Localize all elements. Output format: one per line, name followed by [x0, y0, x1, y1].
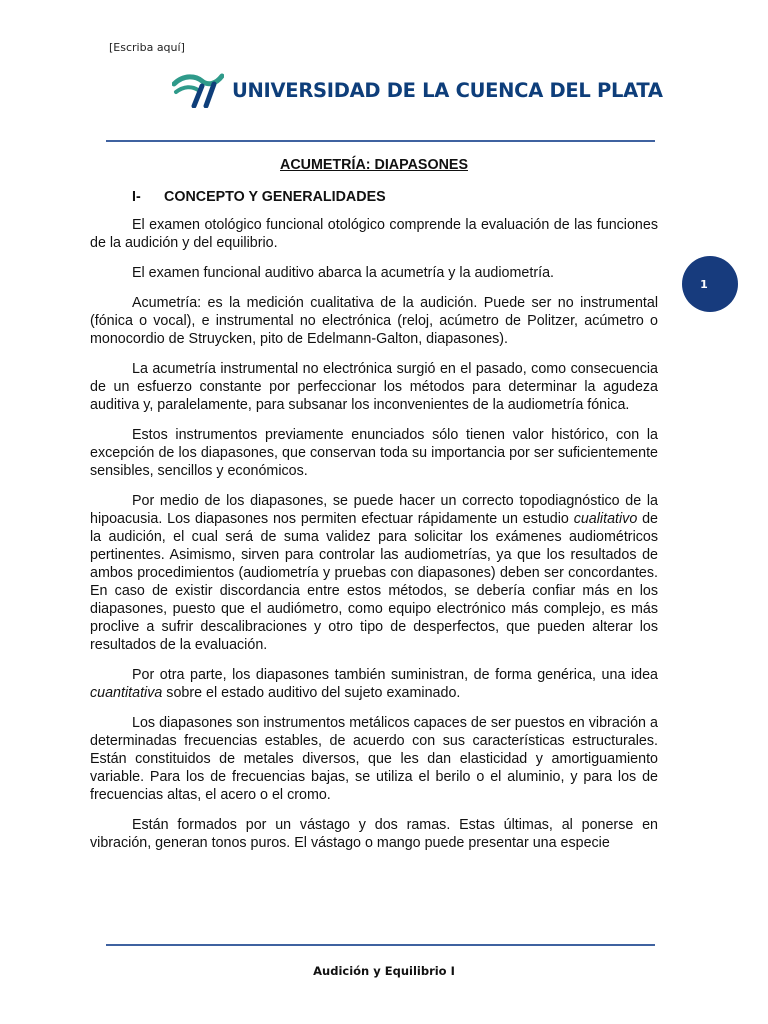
paragraph: Están formados por un vástago y dos ramas. Estas últimas, al ponerse en vibración, generan tonos puros. El vástago o mango puede presentar una especie — [90, 817, 658, 851]
paragraph — [90, 492, 658, 654]
paragraph: Acumetría: es la medición cualitativa de la audición. Puede ser no instrumental (fónica o vocal), e instrumental no electrónica (reloj, acúmetro de Politzer, acúmetro o monocordio de Struycken, pito de Edelmann-Galton, diapasones). — [90, 295, 658, 347]
document-title: ACUMETRÍA: DIAPASONES — [280, 157, 468, 173]
page-footer: Audición y Equilibrio I — [313, 964, 455, 978]
section-number: I- — [132, 189, 141, 205]
page-number-badge: 1 — [682, 256, 738, 312]
paragraph: El examen otológico funcional otológico comprende la evaluación de las funciones de la audición y del equilibrio. — [90, 217, 658, 251]
italic-term: cualitativo — [573, 511, 638, 527]
university-emblem-icon — [172, 72, 224, 108]
paragraph — [90, 666, 658, 702]
italic-term: cuantitativa — [90, 685, 163, 701]
university-logo — [172, 72, 663, 108]
paragraph-text: Por otra parte, los diapasones también suministran, de forma genérica, una idea — [132, 667, 658, 683]
paragraph: Los diapasones son instrumentos metálicos capaces de ser puestos en vibración a determinadas frecuencias estables, de acuerdo con sus características estructurales. Están constituidos de metales diversos, que les dan elasticidad y amortiguamiento variable. Para los de frecuencias bajas, se utiliza el berilo o el aluminio, y para los de frecuencias altas, el acero o el cromo. — [90, 715, 658, 803]
paragraph-text: sobre el estado auditivo del sujeto examinado. — [162, 685, 461, 701]
paragraph: La acumetría instrumental no electrónica surgió en el pasado, como consecuencia de un esfuerzo constante por perfeccionar los métodos para determinar la agudeza auditiva y, paralelamente, para subsanar los inconvenientes de la audiometría fónica. — [90, 361, 658, 413]
university-name: UNIVERSIDAD DE LA CUENCA DEL PLATA — [232, 78, 663, 102]
document-body — [90, 156, 658, 864]
header-divider — [106, 140, 655, 142]
header-placeholder: [Escriba aquí] — [109, 41, 185, 54]
paragraph-text: Por medio de los diapasones, se puede hacer un correcto topodiagnóstico de la hipoacusia. Los diapasones nos permiten efectuar rápidamente un estudio — [90, 493, 658, 527]
paragraph: El examen funcional auditivo abarca la acumetría y la audiometría. — [132, 265, 554, 281]
section-title: CONCEPTO Y GENERALIDADES — [164, 189, 386, 205]
paragraph: Estos instrumentos previamente enunciados sólo tienen valor histórico, con la excepción de los diapasones, que conservan toda su importancia por ser suficientemente sensibles, sencillos y económicos. — [90, 427, 658, 479]
paragraph-text: de la audición, el cual será de suma validez para solicitar los exámenes audiométricos pertinentes. Asimismo, sirven para controlar las audiometrías, ya que los resultados de ambos procedimientos (audiometría y pruebas con diapasones) deben ser concordantes. En caso de existir discordancia entre estos métodos, se debería confiar más en los diapasones, puesto que el audiómetro, como equipo electrónico más complejo, es más proclive a sufrir descalibraciones y otro tipo de desperfectos, que pueden alterar los resultados de la evaluación. — [90, 511, 659, 653]
section-heading — [90, 188, 658, 206]
footer-divider — [106, 944, 655, 946]
